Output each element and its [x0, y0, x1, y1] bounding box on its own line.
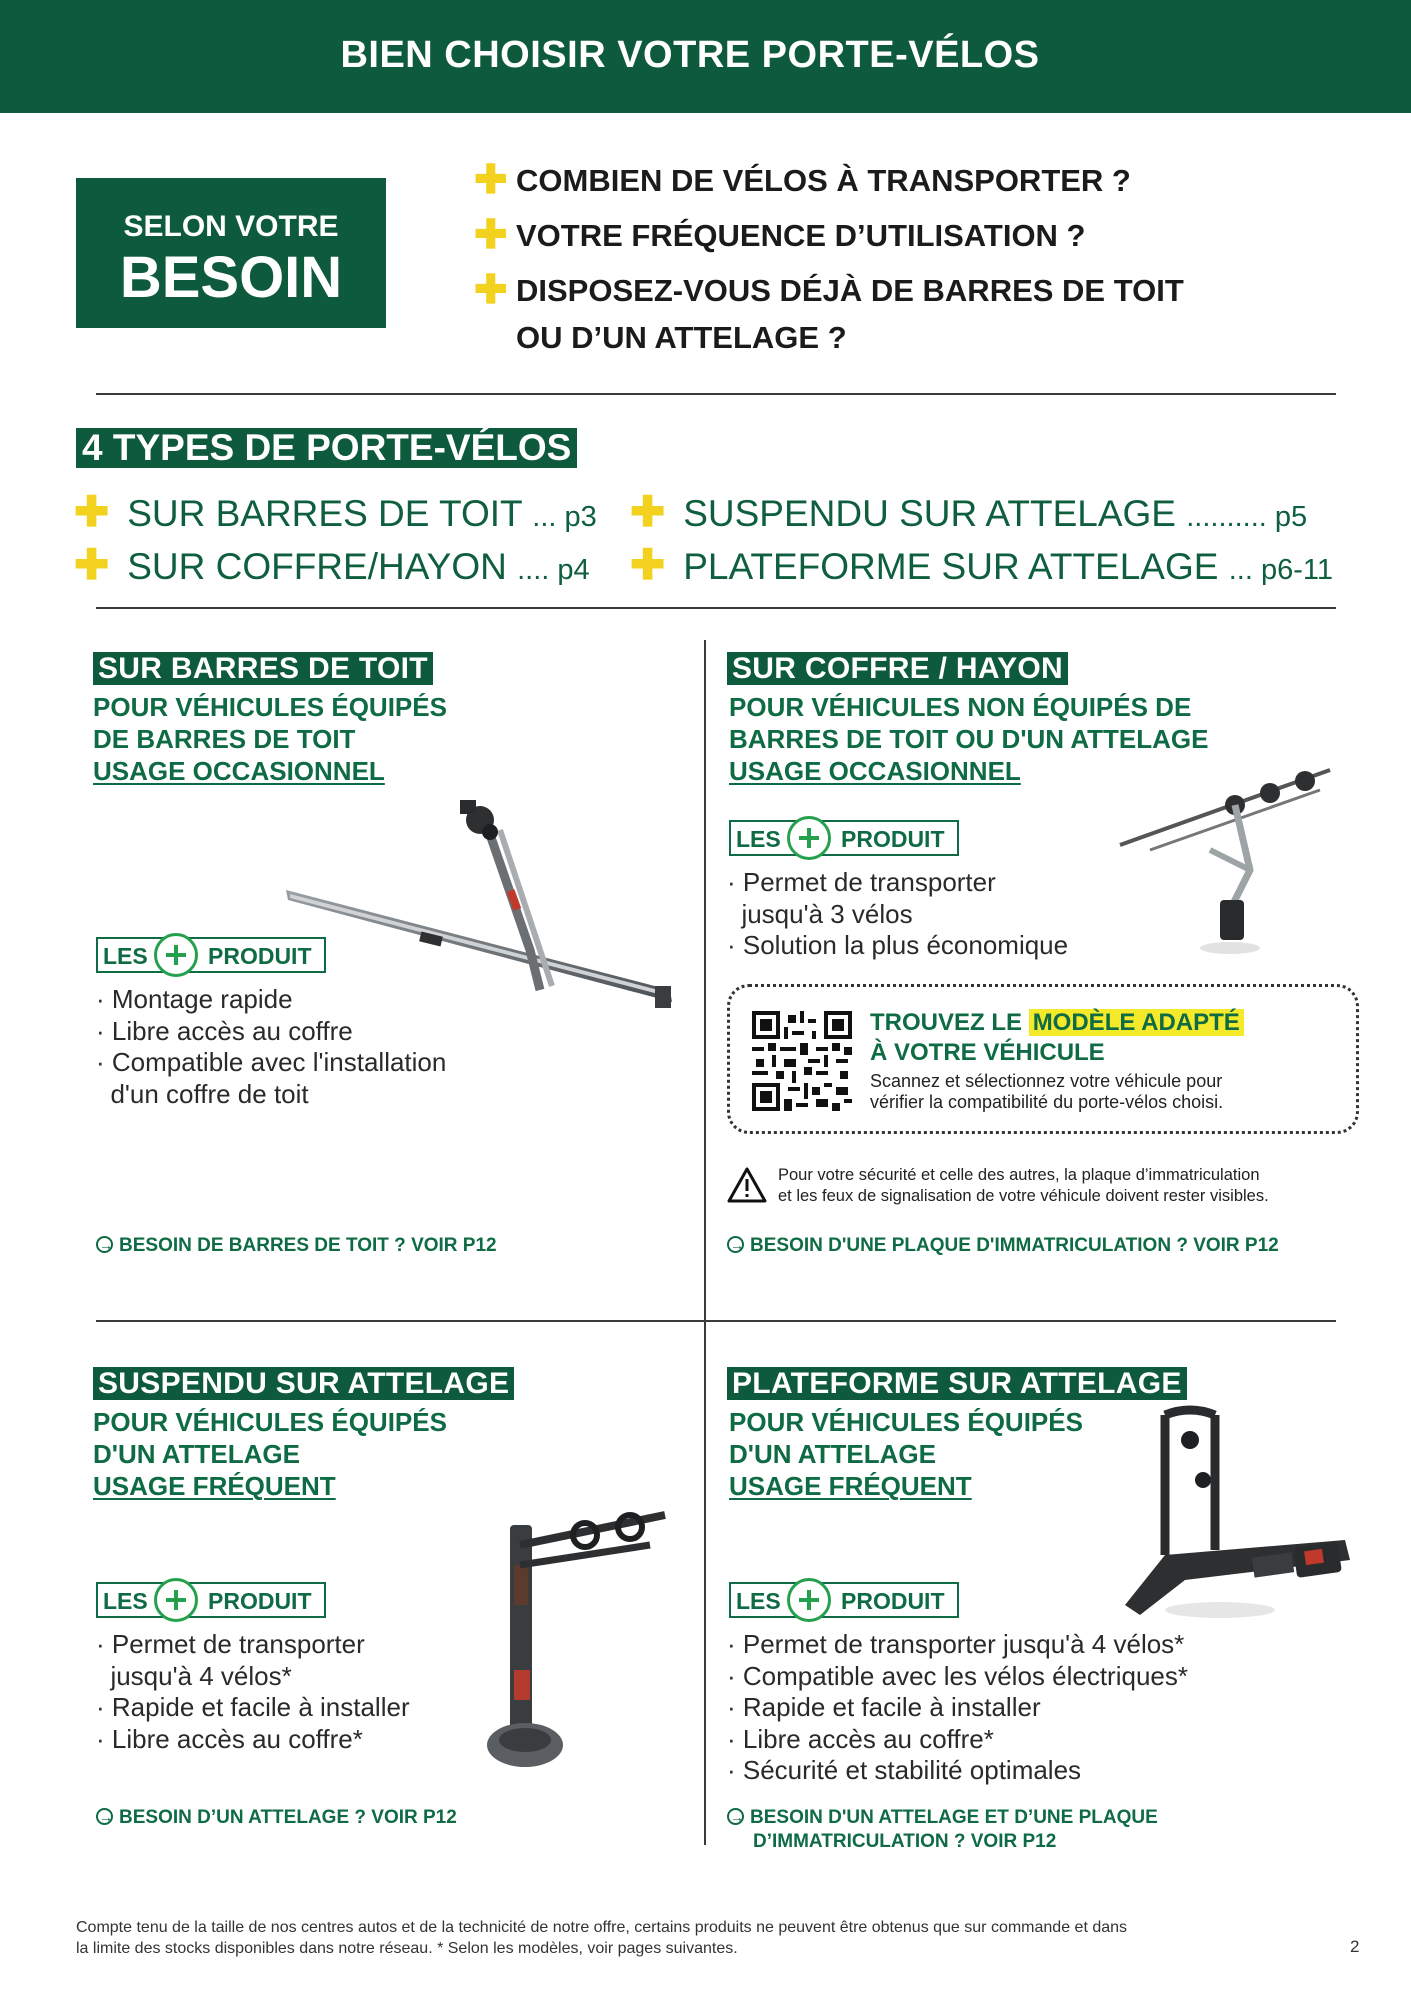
link-plaque[interactable]: →BESOIN D'UNE PLAQUE D'IMMATRICULATION ? VOIR P12 [727, 1234, 1279, 1258]
besoin-line2: BESOIN [119, 245, 343, 310]
plus-circle-icon [787, 816, 831, 860]
qr-code-icon[interactable] [752, 1011, 852, 1111]
divider [96, 607, 1336, 609]
plus-icon: ✚ [74, 541, 110, 588]
type-item-suspendu: ✚ SUSPENDU SUR ATTELAGE .......... p5 [630, 488, 1308, 535]
section-title-suspendu: SUSPENDU SUR ATTELAGE [93, 1367, 514, 1400]
type-item-toit: ✚ SUR BARRES DE TOIT ... p3 [74, 488, 597, 535]
arrow-circle-icon [727, 1236, 744, 1253]
divider [96, 1320, 1336, 1322]
section-title-toit: SUR BARRES DE TOIT [93, 652, 433, 685]
header-bar [0, 0, 1411, 113]
platform-bike-carrier-image [1105, 1405, 1355, 1630]
warning-text: Pour votre sécurité et celle des autres, la plaque d’immatriculation et les feux de signalisation de votre véhicule doivent rester visibles. [778, 1166, 1269, 1205]
arrow-circle-icon [96, 1236, 113, 1253]
besoin-line1: SELON VOTRE [123, 210, 339, 243]
bullet-list-toit: · Montage rapide · Libre accès au coffre · Compatible avec l'installation d'un coffre de toit [96, 984, 447, 1109]
section-title-plateforme: PLATEFORME SUR ATTELAGE [727, 1367, 1187, 1400]
page-number: 2 [1350, 1937, 1360, 1956]
qr-title: TROUVEZ LE MODÈLE ADAPTÉ [870, 1009, 1244, 1037]
type-item-plateforme: ✚ PLATEFORME SUR ATTELAGE ... p6-11 [630, 541, 1333, 588]
les-plus-produit-badge: LES PRODUIT [96, 1582, 326, 1618]
les-plus-produit-badge: LES PRODUIT [729, 820, 959, 856]
link-attelage-plaque[interactable]: →BESOIN D'UN ATTELAGE ET D’UNE PLAQUE D’IMMATRICULATION ? VOIR P12 [727, 1806, 1158, 1854]
plus-circle-icon [787, 1578, 831, 1622]
page-title: BIEN CHOISIR VOTRE PORTE-VÉLOS [340, 34, 1040, 76]
bullet-list-plateforme: · Permet de transporter jusqu'à 4 vélos* · Compatible avec les vélos électriques* · Rapide et facile à installer · Libre accès au coffre* · Sécurité et stabilité optimales [727, 1629, 1188, 1785]
arrow-circle-icon [727, 1808, 744, 1825]
link-attelage[interactable]: →BESOIN D’UN ATTELAGE ? VOIR P12 [96, 1806, 457, 1830]
section-sub-suspendu: POUR VÉHICULES ÉQUIPÉS D'UN ATTELAGE USAGE FRÉQUENT [93, 1407, 447, 1501]
plus-icon: ✚ [474, 158, 508, 202]
footer-note: Compte tenu de la taille de nos centres autos et de la technicité de notre offre, certains produits ne peuvent être obtenus que sur commande et dans la limite des stocks disponibles dans notre réseau. * Selon les modèles, voir pages suivantes. [76, 1919, 1128, 1957]
divider [96, 393, 1336, 395]
trunk-bike-carrier-image [1110, 760, 1340, 960]
section-sub-coffre: POUR VÉHICULES NON ÉQUIPÉS DE BARRES DE TOIT OU D'UN ATTELAGE USAGE OCCASIONNEL [729, 692, 1209, 786]
plus-icon: ✚ [630, 541, 666, 588]
qr-title-line2: À VOTRE VÉHICULE [870, 1039, 1105, 1066]
plus-circle-icon [154, 933, 198, 977]
plus-icon: ✚ [74, 488, 110, 535]
plus-icon: ✚ [474, 268, 508, 312]
bullet-list-coffre: · Permet de transporter jusqu'à 3 vélos · Solution la plus économique [727, 867, 1069, 960]
hanging-bike-carrier-image [470, 1505, 680, 1780]
section-title-coffre: SUR COFFRE / HAYON [727, 652, 1068, 685]
plus-icon: ✚ [630, 488, 666, 535]
qr-callout [727, 984, 1359, 1134]
types-title: 4 TYPES DE PORTE-VÉLOS [76, 428, 577, 468]
link-barres-toit[interactable]: →BESOIN DE BARRES DE TOIT ? VOIR P12 [96, 1234, 497, 1258]
section-sub-toit: POUR VÉHICULES ÉQUIPÉS DE BARRES DE TOIT USAGE OCCASIONNEL [93, 692, 447, 786]
qr-description: Scannez et sélectionnez votre véhicule pour vérifier la compatibilité du porte-vélos choisi. [870, 1071, 1224, 1112]
besoin-box [76, 178, 386, 328]
les-plus-produit-badge: LES PRODUIT [96, 937, 326, 973]
type-item-coffre: ✚ SUR COFFRE/HAYON .... p4 [74, 541, 590, 588]
les-plus-produit-badge: LES PRODUIT [729, 1582, 959, 1618]
arrow-circle-icon [96, 1808, 113, 1825]
warning-icon [727, 1166, 767, 1204]
plus-icon: ✚ [474, 213, 508, 257]
section-sub-plateforme: POUR VÉHICULES ÉQUIPÉS D'UN ATTELAGE USAGE FRÉQUENT [729, 1407, 1083, 1501]
bullet-list-suspendu: · Permet de transporter jusqu'à 4 vélos* · Rapide et facile à installer · Libre accès au coffre* [96, 1629, 410, 1754]
vertical-divider [704, 640, 706, 1845]
plus-circle-icon [154, 1578, 198, 1622]
